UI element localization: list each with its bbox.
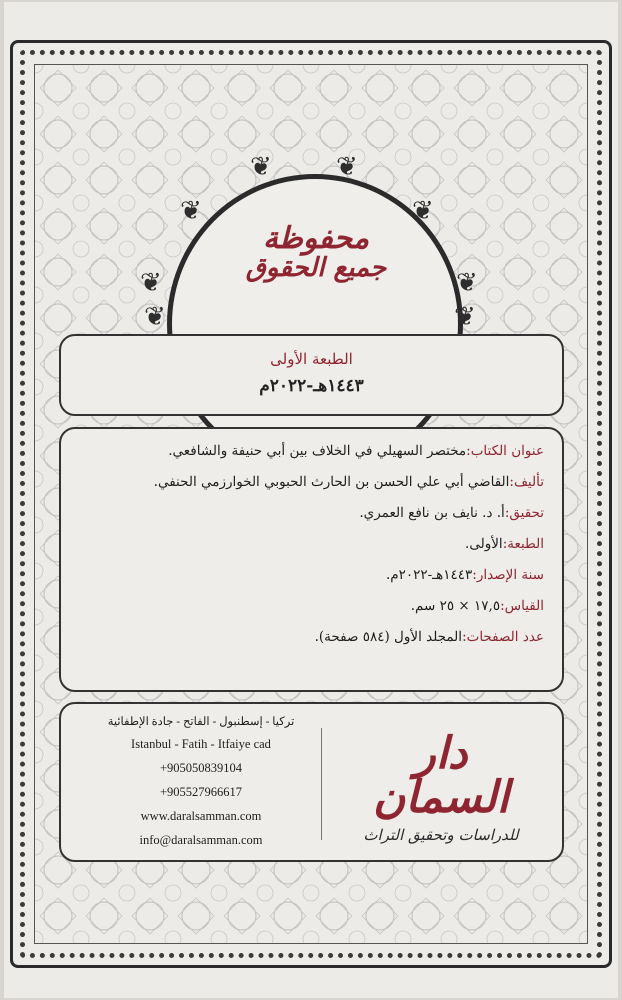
divider [321, 728, 322, 840]
info-label: عدد الصفحات: [462, 629, 544, 645]
info-label: القياس: [500, 598, 544, 614]
info-value: مختصر السهيلي في الخلاف بين أبي حنيفة والشافعي. [168, 443, 467, 459]
info-label: تحقيق: [504, 505, 544, 521]
ornament-icon: ❦ [180, 196, 202, 226]
email-link: info@daralsamman.com [139, 833, 263, 847]
rights-reserved-calligraphy [236, 221, 396, 283]
info-value: أ. د. نايف بن نافع العمري. [359, 505, 505, 521]
ornament-icon: ❦ [140, 268, 162, 298]
info-label: عنوان الكتاب: [466, 443, 544, 459]
info-label: الطبعة: [502, 536, 544, 552]
info-row-author [79, 474, 544, 490]
publisher-contact [101, 714, 301, 857]
rights-reserved-line1: محفوظة [262, 221, 370, 256]
phone-number: +905050839104 [159, 761, 243, 775]
info-value: القاضي أبي علي الحسن بن الحارث الحبوبي الخوارزمي الحنفي. [153, 474, 510, 490]
info-value: ١٧,٥ × ٢٥ سم. [410, 598, 501, 614]
ornament-icon: ❦ [412, 196, 434, 226]
publisher-logo-subtitle: للدراسات وتحقيق التراث [363, 826, 519, 844]
publisher-logo-name: دار السمان [372, 728, 510, 823]
info-row-editor [79, 505, 544, 521]
info-value: المجلد الأول (٥٨٤ صفحة). [314, 629, 463, 645]
ornament-icon: ❦ [454, 302, 476, 332]
ornament-icon: ❦ [456, 268, 478, 298]
info-row-title [79, 443, 544, 459]
info-row-size [79, 598, 544, 614]
info-label: سنة الإصدار: [472, 567, 544, 583]
book-info-box [59, 427, 564, 692]
phone-number: +905527966617 [159, 785, 243, 799]
info-value: ١٤٤٣هـ-٢٠٢٢م. [385, 567, 473, 583]
publisher-box [59, 702, 564, 862]
info-label: تأليف: [509, 474, 544, 490]
address-arabic: تركيا - إسطنبول - الفاتح - جادة الإطفائية [107, 716, 295, 728]
website-link: www.daralsamman.com [140, 809, 262, 823]
info-row-pages [79, 629, 544, 645]
edition-date: ١٤٤٣هـ-٢٠٢٢م [259, 376, 364, 396]
edition-title: الطبعة الأولى [270, 350, 353, 368]
address-english: Istanbul - Fatih - Itfaiye cad [131, 737, 271, 751]
edition-box [59, 334, 564, 416]
info-row-edition [79, 536, 544, 552]
ornament-icon: ❦ [144, 302, 166, 332]
info-value: الأولى. [465, 536, 503, 552]
info-row-year [79, 567, 544, 583]
publisher-logo [346, 728, 536, 844]
ornament-icon: ❦ [250, 152, 272, 182]
rights-reserved-line2: جميع الحقوق [245, 253, 387, 283]
ornament-icon: ❦ [336, 152, 358, 182]
copyright-page [4, 2, 618, 998]
